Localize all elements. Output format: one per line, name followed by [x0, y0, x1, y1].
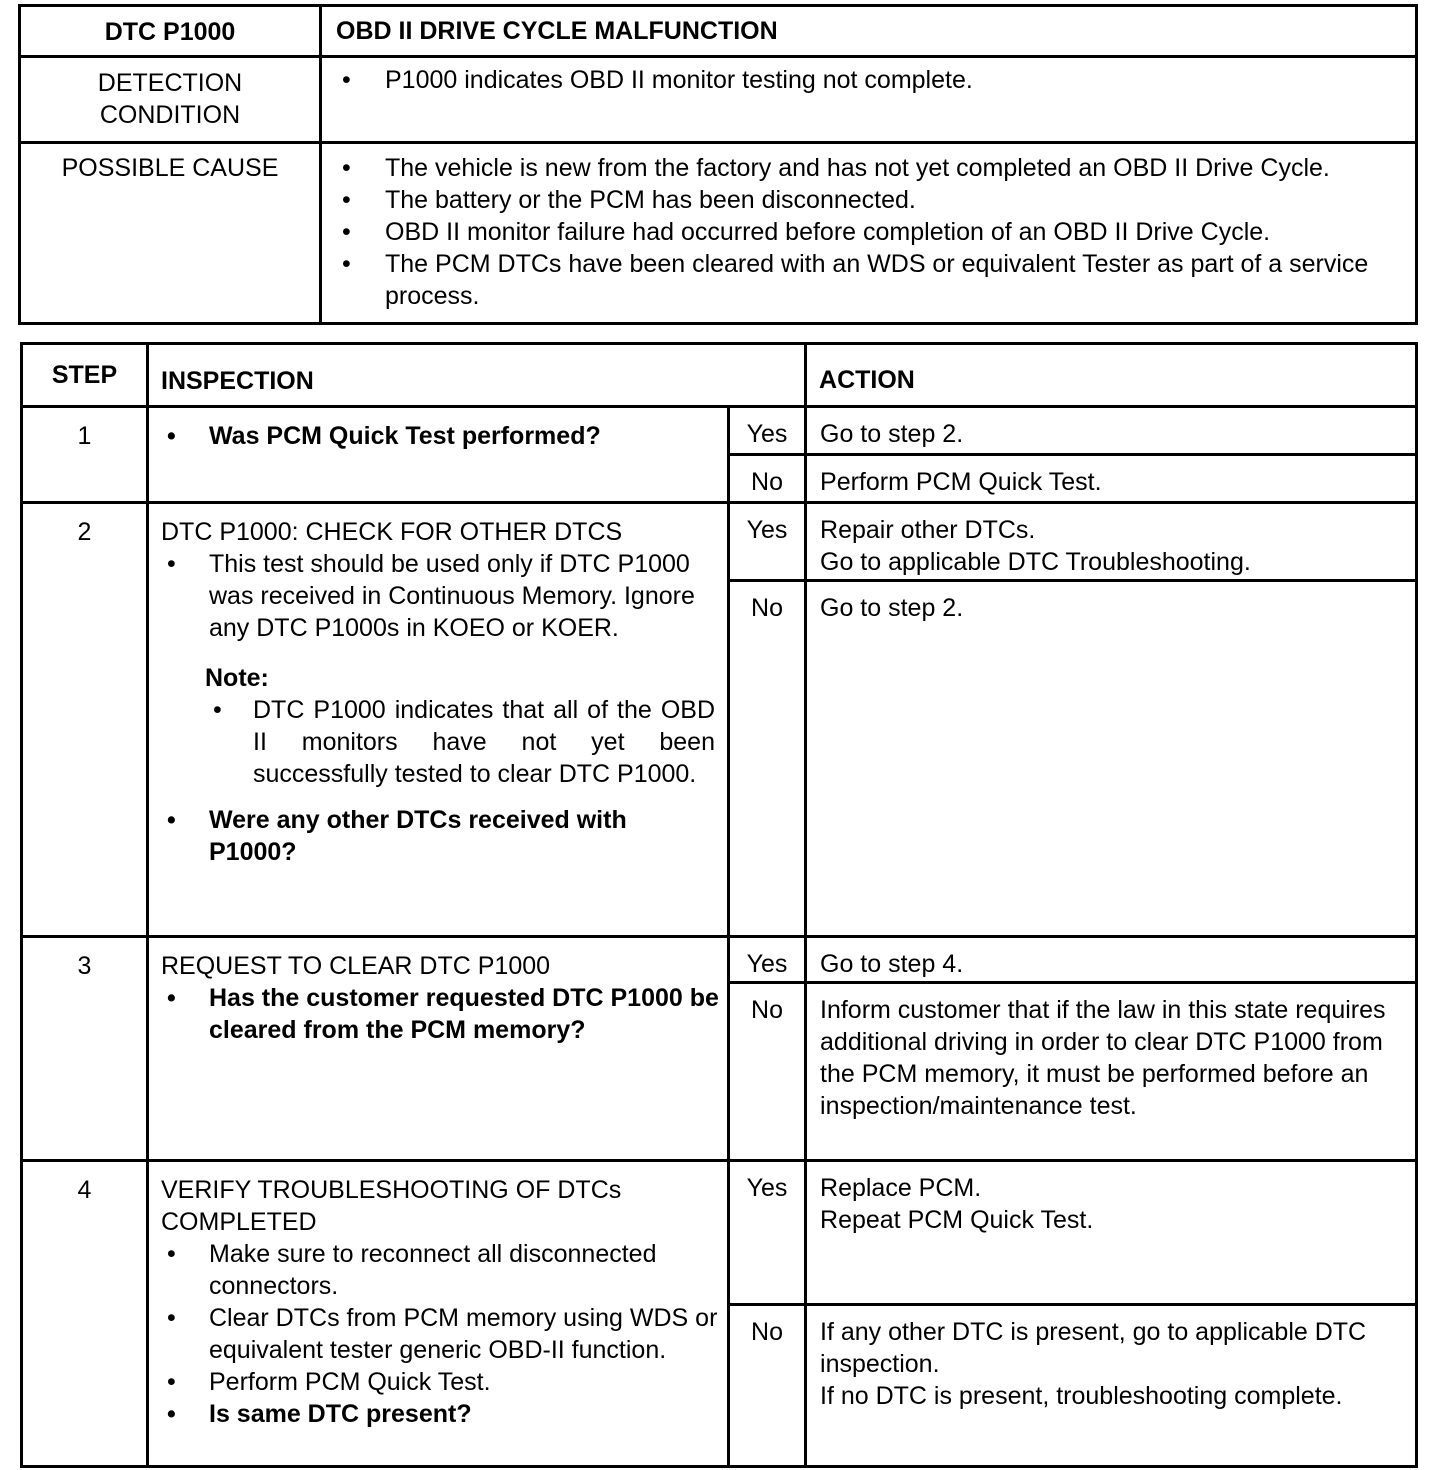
step-2-yes-row [22, 503, 1417, 581]
possible-cause-item: • OBD II monitor failure had occurred before completion of an OBD II Drive Cycle. [322, 216, 1415, 248]
no-label: No [729, 1305, 806, 1467]
step-3-inspection [148, 937, 729, 1161]
detection-condition-cell [321, 57, 1417, 143]
possible-cause-item: • The battery or the PCM has been disconnected. [322, 184, 1415, 216]
step-3-question: • Has the customer requested DTC P1000 be cleared from the PCM memory? [161, 982, 719, 1046]
yes-label: Yes [729, 407, 806, 455]
no-label: No [729, 581, 806, 937]
step-2-no-action: Go to step 2. [806, 581, 1417, 937]
step-1-yes-row [22, 407, 1417, 455]
step-2-inspection [148, 503, 729, 937]
step-1-yes-action: Go to step 2. [806, 407, 1417, 455]
no-label: No [729, 455, 806, 503]
step-column-header: STEP [22, 344, 148, 407]
action-column-header: ACTION [806, 344, 1417, 407]
step-3-no-action: Inform customer that if the law in this state requires additional driving in order to clear DTC P1000 from the PCM memory, it must be performed before an inspection/maintenance test. [806, 983, 1417, 1161]
dtc-code-label: DTC P1000 [20, 6, 321, 57]
step-1-no-action: Perform PCM Quick Test. [806, 455, 1417, 503]
step-4-no-action-line: If no DTC is present, troubleshooting complete. [820, 1382, 1343, 1410]
step-2-yes-action-line: Go to applicable DTC Troubleshooting. [820, 548, 1251, 576]
step-3-yes-row [22, 937, 1417, 983]
detection-condition-item: • P1000 indicates OBD II monitor testing not complete. [322, 64, 1415, 96]
step-2-yes-action-line: Repair other DTCs. [820, 516, 1036, 544]
possible-cause-item: • The PCM DTCs have been cleared with an WDS or equivalent Tester as part of a service process. [322, 248, 1415, 312]
yes-label: Yes [729, 1161, 806, 1305]
possible-cause-row [20, 143, 1417, 324]
possible-cause-cell [321, 143, 1417, 324]
detection-condition-list [322, 64, 1415, 96]
detection-condition-row [20, 57, 1417, 143]
step-1-question: • Was PCM Quick Test performed? [161, 420, 719, 452]
no-label: No [729, 983, 806, 1161]
yes-label: Yes [729, 503, 806, 581]
step-4-yes-row [22, 1161, 1417, 1305]
step-4-title: VERIFY TROUBLESHOOTING OF DTCs COMPLETED [161, 1176, 622, 1236]
step-4-bullet: • Clear DTCs from PCM memory using WDS or equivalent tester generic OBD-II function. [161, 1302, 719, 1366]
note-label: Note: [205, 664, 269, 692]
step-3-title: REQUEST TO CLEAR DTC P1000 [161, 952, 551, 980]
step-number: 4 [22, 1161, 148, 1467]
step-2-title: DTC P1000: CHECK FOR OTHER DTCS [161, 518, 623, 546]
step-3-yes-action: Go to step 4. [806, 937, 1417, 983]
step-4-inspection [148, 1161, 729, 1467]
possible-cause-item: • The vehicle is new from the factory and has not yet completed an OBD II Drive Cycle. [322, 152, 1415, 184]
step-number: 2 [22, 503, 148, 937]
troubleshooting-steps-table [20, 342, 1418, 1468]
yes-label: Yes [729, 937, 806, 983]
possible-cause-list [322, 152, 1415, 312]
dtc-info-table [18, 4, 1418, 325]
step-2-question: • Were any other DTCs received with P1000? [161, 804, 719, 876]
step-4-bullet: • Perform PCM Quick Test. [161, 1366, 719, 1398]
step-2-yes-action [806, 503, 1417, 581]
dtc-header-row [20, 6, 1417, 57]
possible-cause-label: POSSIBLE CAUSE [20, 143, 321, 324]
inspection-column-header: INSPECTION [148, 344, 806, 407]
steps-header-row [22, 344, 1417, 407]
step-2-bullet: • This test should be used only if DTC P1000 was received in Continuous Memory. Ignore any DTC P1000s in KOEO or KOER. [161, 548, 719, 644]
step-4-question: • Is same DTC present? [161, 1398, 719, 1430]
step-4-yes-action-line: Replace PCM. [820, 1174, 982, 1202]
detection-condition-label: DETECTION CONDITION [20, 57, 321, 143]
dtc-title: OBD II DRIVE CYCLE MALFUNCTION [321, 6, 1417, 57]
step-1-inspection [148, 407, 729, 503]
step-number: 3 [22, 937, 148, 1161]
step-4-yes-action [806, 1161, 1417, 1305]
step-4-no-action [806, 1305, 1417, 1467]
step-4-yes-action-line: Repeat PCM Quick Test. [820, 1206, 1094, 1234]
step-4-bullet: • Make sure to reconnect all disconnected connectors. [161, 1238, 719, 1302]
note-text: • DTC P1000 indicates that all of the OBD II monitors have not yet been successfully tested to clear DTC P1000. [161, 694, 719, 790]
step-4-no-action-line: If any other DTC is present, go to applicable DTC inspection. [820, 1318, 1367, 1378]
step-number: 1 [22, 407, 148, 503]
